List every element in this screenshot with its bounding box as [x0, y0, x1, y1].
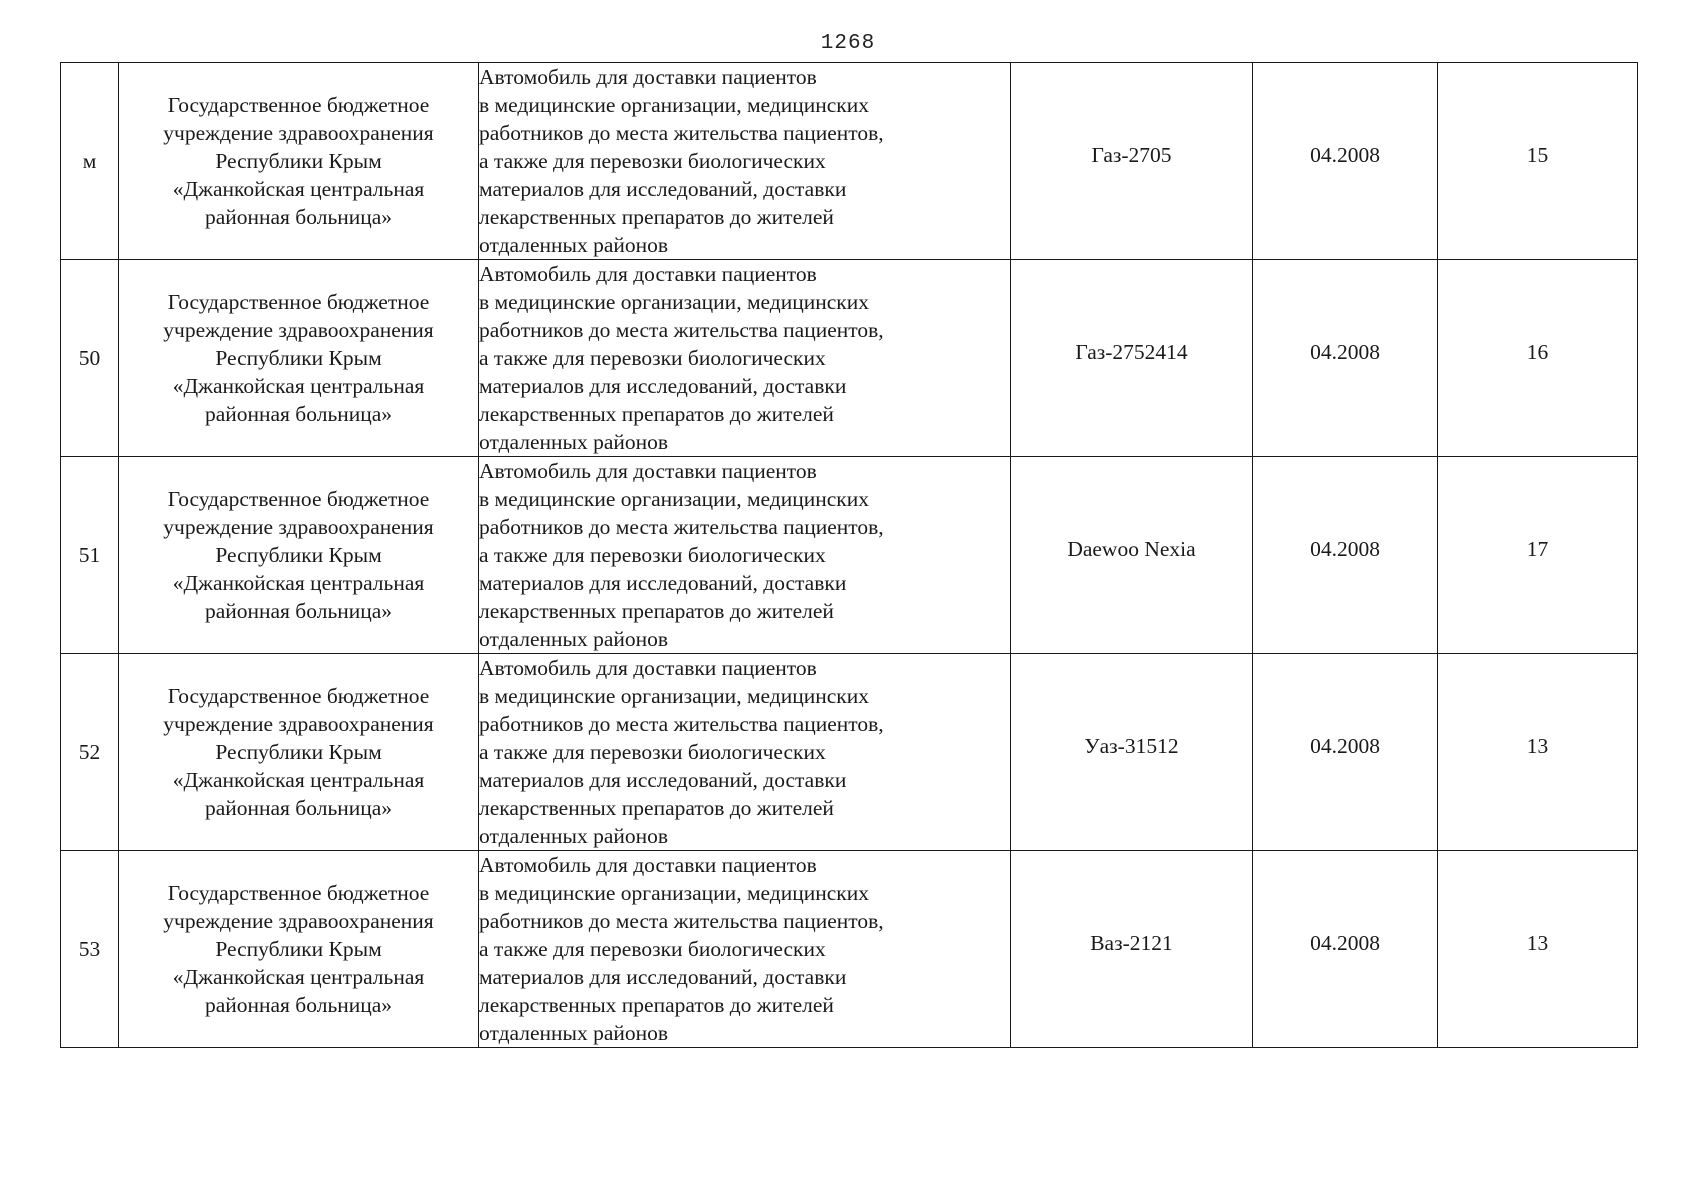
- vehicle-model-text: Уаз-31512: [1084, 734, 1179, 758]
- vehicle-model-cell: [1011, 260, 1253, 457]
- count-text: 17: [1526, 537, 1549, 561]
- date-text: 04.2008: [1310, 537, 1380, 561]
- date-text: 04.2008: [1310, 143, 1380, 167]
- organization-cell: [119, 63, 479, 260]
- purpose-text: Автомобиль для доставки пациентов в медицинские организации, медицинских работников до места жительства пациентов, а также для перевозки биологических материалов для исследований, доставки лекарственных препаратов до жителей отдаленных районов: [479, 459, 884, 651]
- purpose-text: Автомобиль для доставки пациентов в медицинские организации, медицинских работников до места жительства пациентов, а также для перевозки биологических материалов для исследований, доставки лекарственных препаратов до жителей отдаленных районов: [479, 65, 884, 257]
- date-cell: [1253, 654, 1438, 851]
- organization-cell: [119, 260, 479, 457]
- organization-text: Государственное бюджетное учреждение здравоохранения Республики Крым «Джанкойская центральная районная больница»: [163, 290, 434, 426]
- purpose-cell: [479, 260, 1011, 457]
- row-number-cell: 53: [61, 851, 119, 1048]
- date-cell: [1253, 63, 1438, 260]
- count-cell: [1438, 260, 1638, 457]
- organization-text: Государственное бюджетное учреждение здравоохранения Республики Крым «Джанкойская центральная районная больница»: [163, 487, 434, 623]
- date-text: 04.2008: [1310, 734, 1380, 758]
- purpose-text: Автомобиль для доставки пациентов в медицинские организации, медицинских работников до места жительства пациентов, а также для перевозки биологических материалов для исследований, доставки лекарственных препаратов до жителей отдаленных районов: [479, 262, 884, 454]
- row-number-cell: 50: [61, 260, 119, 457]
- count-text: 16: [1526, 340, 1549, 364]
- count-text: 13: [1526, 734, 1549, 758]
- table-row: [61, 260, 1638, 457]
- organization-text: Государственное бюджетное учреждение здравоохранения Республики Крым «Джанкойская центральная районная больница»: [163, 881, 434, 1017]
- purpose-text: Автомобиль для доставки пациентов в медицинские организации, медицинских работников до места жительства пациентов, а также для перевозки биологических материалов для исследований, доставки лекарственных препаратов до жителей отдаленных районов: [479, 656, 884, 848]
- table-row: [61, 63, 1638, 260]
- purpose-cell: [479, 63, 1011, 260]
- organization-text: Государственное бюджетное учреждение здравоохранения Республики Крым «Джанкойская центральная районная больница»: [163, 93, 434, 229]
- purpose-cell: [479, 457, 1011, 654]
- vehicle-model-text: Газ-2705: [1091, 143, 1172, 167]
- vehicle-model-cell: [1011, 457, 1253, 654]
- table-row: [61, 457, 1638, 654]
- purpose-cell: [479, 654, 1011, 851]
- organization-cell: [119, 654, 479, 851]
- date-cell: [1253, 260, 1438, 457]
- organization-text: Государственное бюджетное учреждение здравоохранения Республики Крым «Джанкойская центральная районная больница»: [163, 684, 434, 820]
- count-text: 15: [1526, 143, 1549, 167]
- row-number-cell: м: [61, 63, 119, 260]
- count-cell: [1438, 851, 1638, 1048]
- count-cell: [1438, 654, 1638, 851]
- vehicle-model-text: Daewoo Nexia: [1067, 537, 1196, 561]
- date-cell: [1253, 457, 1438, 654]
- vehicle-model-cell: [1011, 654, 1253, 851]
- vehicle-model-cell: [1011, 851, 1253, 1048]
- page-number: 1268: [820, 32, 876, 55]
- count-cell: [1438, 63, 1638, 260]
- table-row: [61, 654, 1638, 851]
- row-number-cell: 52: [61, 654, 119, 851]
- purpose-cell: [479, 851, 1011, 1048]
- vehicle-model-text: Газ-2752414: [1075, 340, 1188, 364]
- count-text: 13: [1526, 931, 1549, 955]
- purpose-text: Автомобиль для доставки пациентов в медицинские организации, медицинских работников до места жительства пациентов, а также для перевозки биологических материалов для исследований, доставки лекарственных препаратов до жителей отдаленных районов: [479, 853, 884, 1045]
- date-text: 04.2008: [1310, 931, 1380, 955]
- organization-cell: [119, 457, 479, 654]
- table-row: [61, 851, 1638, 1048]
- vehicle-model-text: Ваз-2121: [1090, 931, 1173, 955]
- count-cell: [1438, 457, 1638, 654]
- row-number-cell: 51: [61, 457, 119, 654]
- vehicle-model-cell: [1011, 63, 1253, 260]
- date-cell: [1253, 851, 1438, 1048]
- date-text: 04.2008: [1310, 340, 1380, 364]
- organization-cell: [119, 851, 479, 1048]
- vehicle-register-table: [60, 62, 1638, 1048]
